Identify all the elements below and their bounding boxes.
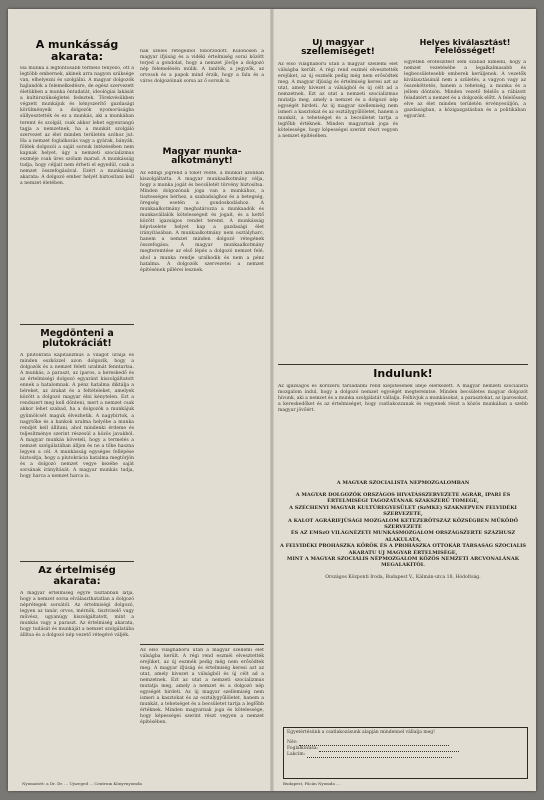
headline-kivalasztas: Helyes kiválasztást! Felelősséget! — [419, 39, 511, 56]
article-indulunk: Az igazságos és korszerű társadalmi rend kiépítésének ideje elérkezett. A magyar nemzeti szocialista mozgalom indul, hogy a dolgozó nemzet egységét megteremtse. Minden becsületes magyar dolgozót hívunk, aki a nemzet és a munka szolgálatát vállalja. Felhívjuk a munkásokat, a parasztokat, az iparosokat, a kereskedőket és az értelmiséget, hogy csatlakozzanak és vegyenek részt a közös munkában a szebb magyar jövőért. — [278, 383, 528, 413]
headline-munkassag: A munkásság akarata: — [35, 39, 119, 63]
second-column — [140, 39, 264, 775]
form-name-label: Név: — [287, 740, 298, 745]
article-kivalasztas: Egyetlen erőfeszítést sem szabad kímélni, hogy a nemzet vezetésébe a legalkalmasabb és legbecsületesebb emberek kerüljenek. A vezetők kiválasztásánál nem a születés, a vagyon vagy az összeköttetés, hanem a tehetség, a munka és a jellem döntsön. Minden vezető felelős a rábízott feladatért a nemzet és a dolgozók előtt. A felelősség elve az élet minden területén érvényesüljön, a gazdaságban, a közigazgatásban és a politikában egyaránt. — [404, 59, 526, 120]
flyer-title: A MAGYAR SZOCIALISTA NEPMOZGALOMBAN — [336, 479, 470, 486]
headline-ertelmiseg: Az értelmiség akarata: — [38, 565, 116, 587]
membership-form-box — [283, 727, 528, 779]
flyer-line: A FELVIDÉKI PROHÁSZKA KÖRÖK ÉS A PROHÁSZKA OTTOKÁR TÁRSASÁG SZOCIALIS AKARATU UJ MAGYAR ÉRTELMISÉGE, — [279, 543, 527, 556]
column-rule — [20, 324, 134, 325]
left-column — [20, 39, 134, 775]
article-plutokracia: A plutokrata kapitalizmus a világot uralja és minden eszközzel azon dolgozik, hogy a dolgozók és a nemzet felett uralmát fenntartsa. A munkás, a paraszt, az iparos, a kereskedő és az értelmiségi dolgozó egyaránt kiszolgáltatott ennek a hatalomnak. A pénz hatalma diktálja a béreket, az árakat és a feltételeket, amelyek között a dolgozó magyar élni kénytelen. Ezt a rendszert meg kell dönteni, mert a nemzet csak akkor lehet szabad, ha a dolgozók a munkájuk gyümölcsét maguk élvezhetik. A nagybirtok, a nagytőke és a bankok uralma helyébe a munka rendjét kell állítani, ahol mindenki érdeme és teljesítménye szerint részesül a közös javakból. A magyar munkás követeli, hogy a termelés a nemzet szolgálatában álljon és ne a tőke haszna legyen a cél. A munkásság egységes fellépése biztosítja, hogy a plutokrácia hatalma megtörjön és a dolgozó nemzet vegye kezébe saját sorsának irányítását. A magyar munkás tudja, hogy harca a nemzet harca is. — [20, 353, 134, 479]
form-address-label: Lakcím: — [287, 752, 306, 757]
article-continued: Az első világháború után a magyar szellemi élet válságba került. A régi rend eszméi elvesztették erejüket, az új eszmék pedig még nem erősödtek meg. A magyar ifjúság és értelmiség keresi azt az utat, amely kivezet a válságból és új célt ad a nemzetnek. Ezt az utat a nemzeti szocializmus mutatja meg, amely a nemzet és a dolgozó nép egységét hirdeti. Az új magyar szellemiség nem ismeri a kasztokat és az osztálygyűlöletet, hanem a munkát, a tehetséget és a becsületet tartja a legfőbb értéknek. Minden magyarnak joga és kötelessége, hogy képességei szerint részt vegyen a nemzet építésében. — [140, 647, 264, 726]
headline-szellemiseg: Uj magyar szellemiséget! — [301, 39, 375, 58]
form-address-line[interactable] — [307, 752, 452, 758]
printer-imprint-left: Nyomatott: a Dr. Dr. ... Ujszeged ... Centrum Könyvnyomda — [22, 781, 142, 786]
article-ertelmiseg: A magyar értelmiség egyre tisztábban látja, hogy a nemzet sorsa elválaszthatatlan a dolgozó néprétegek sorsától. Az értelmiségi dolgozó, legyen az tanár, orvos, mérnök, tisztviselő vagy művész, ugyanúgy kiszolgáltatott, mint a munkás vagy a paraszt. Az értelmiség akarata, hogy tudását és munkáját a nemzet szolgálatába állítsa és a dolgozó nép vezető rétegévé váljék. — [20, 591, 134, 639]
flyer-line: A SZÉCHENYI MAGYAR KULTÚREGYESÜLET (SzMKE) SZAKNEPVEN FELVIDÉKI SZERVEZETE, — [289, 504, 517, 518]
newspaper-page — [8, 9, 536, 791]
column-rule — [140, 644, 264, 645]
form-heading: Egyetértésünk a csatlakozásunk alapján mindennel vállalja meg! — [287, 730, 435, 735]
article-munkaalkotmany: Az eddigi jogrend a tőkét védte, a munkát azonban kiszolgáltatta. A magyar munkaalkotmány célja, hogy a munka jogát és becsületét törvény biztosítsa. Minden dolgozónak joga van a munkához, a tisztességes bérhez, a szabadsághoz és a betegség, öregség esetén a gondoskodáshoz. A munkaalkotmány meghatározza a munkaadók és munkavállalók kötelességeit és jogait, és a kettő között igazságos rendet teremt. A munkásság képviselete helyet kap a gazdasági élet irányításában. A munkaalkotmány nem osztályharc, hanem a nemzet minden dolgozó rétegének összefogása. A magyar munkaalkotmány megteremtése az első lépés a dolgozó nemzet felé, ahol a munka rendje uralkodik és nem a pénz hatalma. A dolgozók szervezetei a nemzet építésének pillérei lesznek. — [140, 170, 264, 273]
headline-munkaalkotmany: Magyar munka-alkotmányt! — [162, 147, 242, 167]
column-rule — [278, 364, 528, 365]
flyer-line: A MAGYAR DOLGOZÓK ORSZÁGOS HIVATÁSSZERVEZETE AGRÁR, IPARI ÉS ÉRTELMISÉGI TAGOZATANAK SZAKSZERŰ TOMEGE, — [295, 491, 511, 505]
flyer-line: MINT A MAGYAR SZOCIÁLIS NÉPMOZGALOM KÖZÖS NEMZETI ARCVONALÁNAK MEGALAKÍTÓI. — [286, 556, 520, 569]
column-rule — [20, 561, 134, 562]
printer-imprint-right: Budapest, Fácán Nyomda ... — [283, 781, 340, 786]
flyer-line: ÉS AZ EMSzO VILÁGNÉZETI MUNKÁSMOZGALOM ORSZÁGSZERTE SZÁZHUSZ ALAKULATA, — [290, 530, 516, 543]
headline-indulunk: Indulunk! — [373, 367, 433, 380]
third-column — [278, 39, 398, 359]
fold-crease — [270, 9, 274, 791]
article-ertelmiseg-cont: nak széles rétegeiből toborzódott. Különösen a magyar ifjúság és a vidéki értelmiség sorai között terjed a gondolat, hogy a nemzet jövője a dolgozó nép felemelésén múlik. A tanítók, a jegyzők, az orvosok és a papok mind érzik, hogy a falu és a város dolgozóinak sorsa az ő sorsuk is. — [140, 49, 264, 85]
headline-plutokracia: Megdönteni a plutokráciát! — [40, 328, 114, 350]
announcement-block — [278, 361, 528, 723]
fourth-column — [404, 39, 526, 359]
flyer-line: A KALOT AGRÁRIFJÚSÁGI MOZGALOM KETEZERÖTSZÁZ KÖZSÉGBEN MŰKÖDŐ SZERVEZETE — [288, 517, 518, 530]
office-address: Országos Központi Iroda, Budapest V., Kálmán-utca 18, Hódoltság. — [325, 574, 481, 580]
form-job-label: Foglalkozása: — [287, 746, 319, 751]
article-munkassag: Ha munka a legfontosabb termelő tényező, ott a legtöbb embernek, akinek arra nagyon szüksége van, elhelyezni és szolgálni. A magyar dolgozók hajlandók a felemelkedésre, de egész szervezett életükben a munka öntudatát, ideológiai lakását a kultúrszükségletei fedeztek. Törekvésükben végzett munkájuk és kényszerítő gazdasági körülményeik a dolgozók nyomorúságba süllyesztették és ez a munkás, aki a munkában teremt és szolgál, csak akkor lehet egyenrangú tagja a nemzetnek, ha a munkát szolgáló szervezet az élet minden területén szóhoz jut. Ha a nemzet foglalkozás vagy a gyárak, bányák, földek dolgozói a saját sorsuk intézésében nem kapnak helyet, úgy a nemzeti szocializmus eszméje csak üres szólam marad. A munkásság tudja, hogy céljait nem érheti el egyedül, csak a nemzet összefogásával. Ezért a munkásság akarata: A dolgozó ember helyét biztosítani kell a nemzet életében. — [20, 66, 134, 186]
article-szellemiseg: Az első világháború után a magyar szellemi élet válságba került. A régi rend eszméi elvesztették erejüket, az új eszmék pedig még nem erősödtek meg. A magyar ifjúság és értelmiség keresi azt az utat, amely kivezet a válságból és új célt ad a nemzetnek. Ezt az utat a nemzeti szocializmus mutatja meg, amely a nemzet és a dolgozó nép egységét hirdeti. Az új magyar szellemiség nem ismeri a kasztokat és az osztálygyűlöletet, hanem a munkát, a tehetséget és a becsületet tartja a legfőbb értéknek. Minden magyarnak joga és kötelessége, hogy képességei szerint részt vegyen a nemzet építésében. — [278, 61, 398, 140]
